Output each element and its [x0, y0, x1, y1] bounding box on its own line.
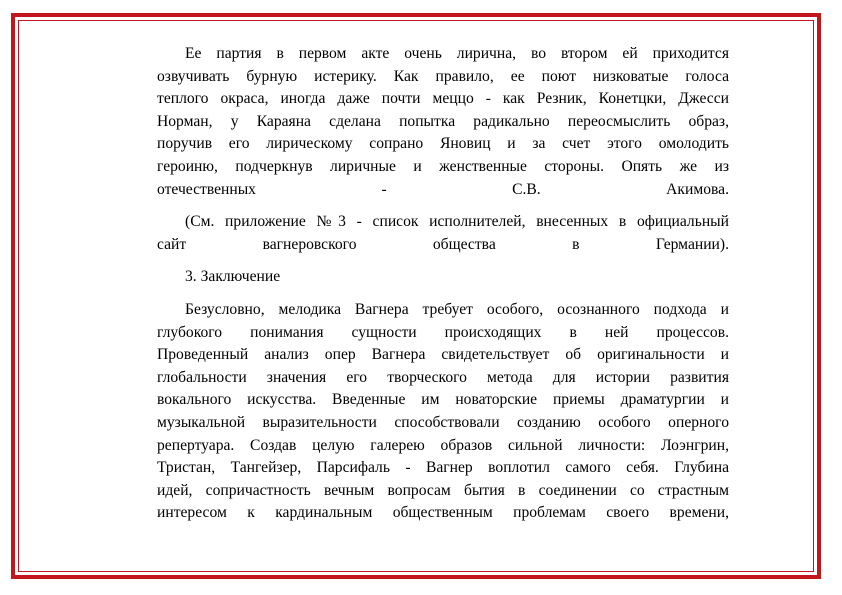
text-line: Норман, у Караяна сделана попытка радикально переосмыслить образ, [157, 112, 729, 130]
text-line: Тристан, Тангейзер, Парсифаль - Вагнер воплотил самого себя. Глубина [157, 459, 729, 477]
text-line: (См. приложение №3 - список исполнителей, внесенных в официальный [185, 213, 729, 231]
paragraph-role-description [157, 43, 729, 201]
text-line: репертуара. Создав целую галерею образов сильной личности: Лоэнгрин, [157, 436, 729, 454]
text-line: музыкальной выразительности способствовали созданию особого оперного [157, 413, 729, 431]
text-line: озвучивать бурную истерику. Как правило, ее поют низковатые голоса [157, 67, 729, 85]
text-line: поручив его лирическому сопрано Яновиц и за счет этого омолодить [157, 135, 729, 153]
paragraph-conclusion [157, 299, 729, 525]
text-line: Проведенный анализ опер Вагнера свидетельствует об оригинальности и [157, 346, 729, 364]
text-line: Ее партия в первом акте очень лирична, во втором ей приходится [185, 45, 729, 62]
document-body [157, 43, 729, 525]
text-line: героиню, подчеркнув лиричные и женственные стороны. Опять же из [157, 157, 729, 175]
text-line: сайт вагнеровского общества в Германии). [157, 235, 729, 253]
text-line: глубокого понимания сущности происходящих в ней процессов. [157, 323, 729, 341]
text-line: идей, сопричастность вечным вопросам бытия в соединении со страстным [157, 481, 729, 499]
text-line: вокального искусства. Введенные им новаторские приемы драматургии и [157, 391, 729, 409]
section-heading: 3. Заключение [185, 268, 281, 286]
text-line: теплого окраса, иногда даже почти меццо - как Резник, Конетцки, Джесси [157, 90, 729, 108]
paragraph-appendix-reference [157, 211, 729, 256]
text-line: отечественных - С.В. Акимова. [157, 180, 729, 198]
text-line: глобальности значения его творческого метода для истории развития [157, 368, 729, 386]
text-line: интересом к кардинальным общественным проблемам своего времени, [157, 504, 729, 522]
text-line: Безусловно, мелодика Вагнера требует особого, осознанного подхода и [185, 300, 729, 318]
